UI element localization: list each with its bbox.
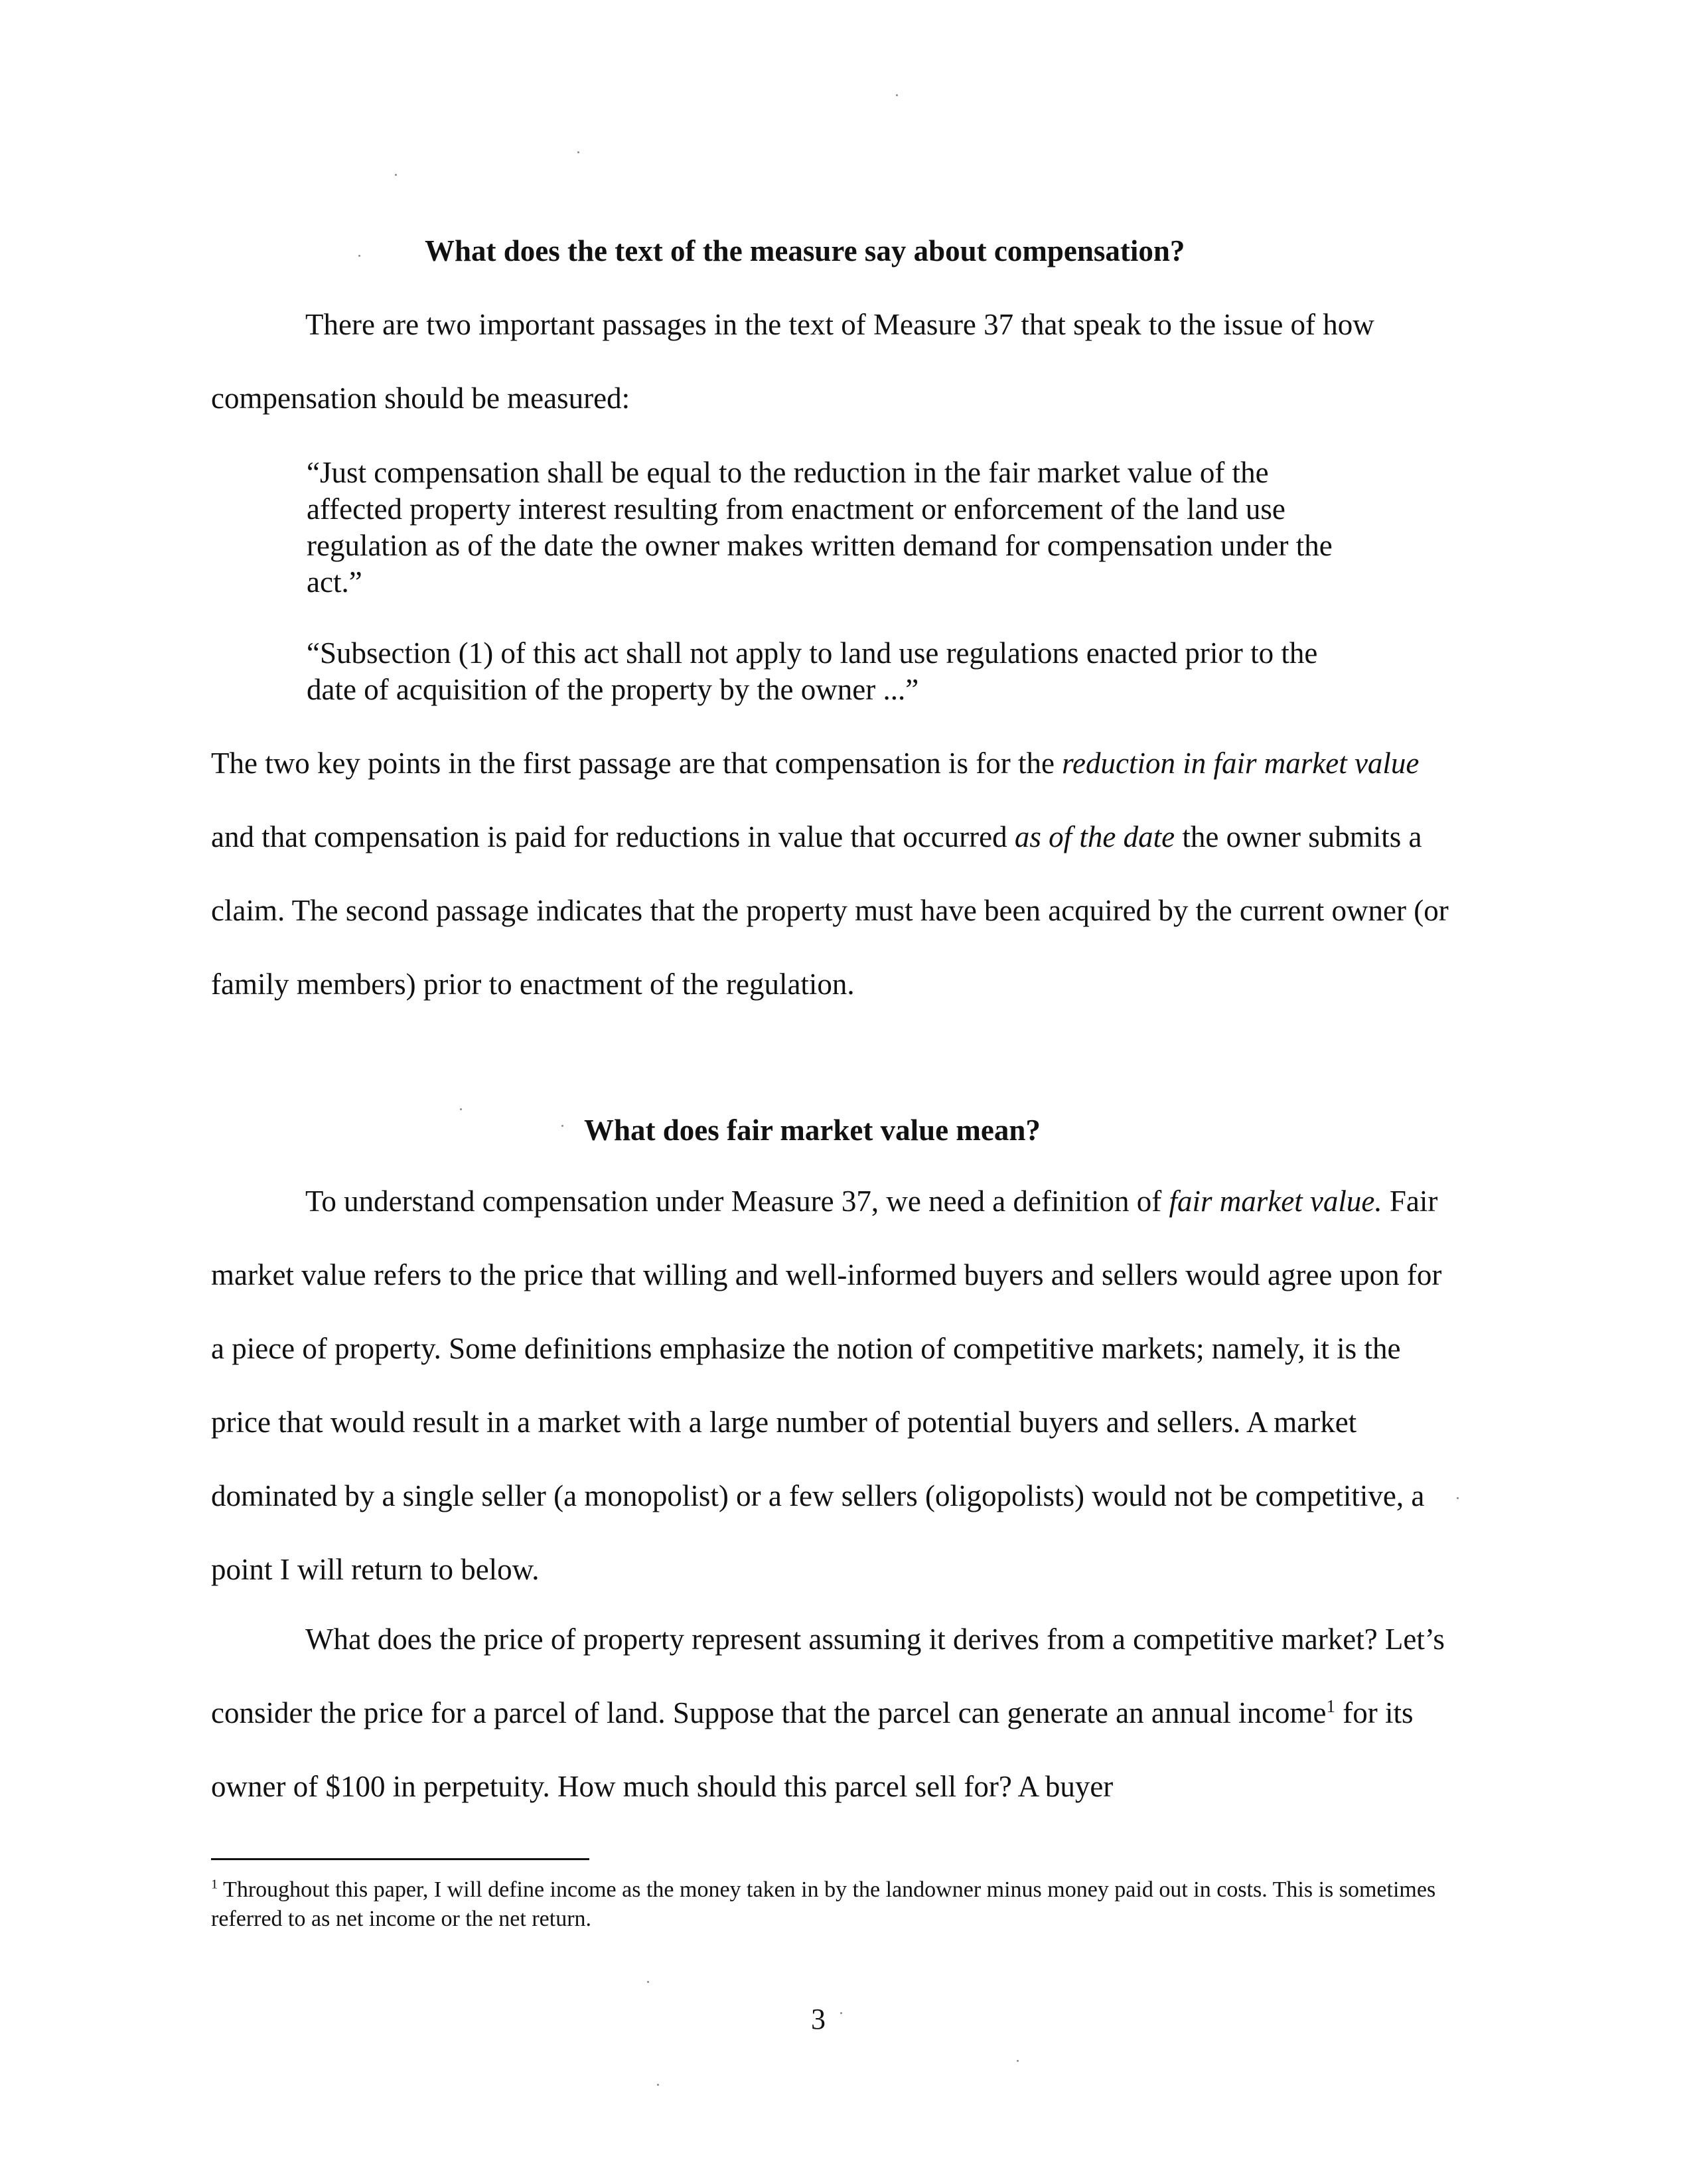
footnote-reference: 1 xyxy=(1326,1696,1335,1716)
scan-speck xyxy=(1017,2060,1019,2062)
footnote-text: Throughout this paper, I will define income as the money taken in by the landowner minus money paid out in costs. This is sometimes referred to as net income or the net return. xyxy=(211,1877,1436,1931)
section-heading-fair-market-value: What does fair market value mean? xyxy=(584,1114,1041,1147)
scan-speck xyxy=(395,174,397,176)
scan-speck xyxy=(460,1108,462,1110)
price-paragraph xyxy=(211,1603,1452,1824)
definition-paragraph xyxy=(211,1165,1452,1607)
text-run: the owner submits a claim. The second passage indicates that the property must have been acquired by the current owner (or family members) prior to enactment of the regulation. xyxy=(211,820,1449,1001)
emphasis-fair-market-value: fair market value. xyxy=(1169,1185,1382,1218)
key-points-paragraph xyxy=(211,727,1452,1021)
scan-speck xyxy=(896,94,898,96)
text-run: What does the price of property represent assuming it derives from a competitive market? Let’s consider the price for a parcel of land. Suppose that the parcel can generate an annual income xyxy=(211,1623,1445,1729)
scan-speck xyxy=(647,1981,649,1983)
footnote xyxy=(211,1875,1445,1934)
page-number: 3 xyxy=(811,2003,826,2035)
scan-speck xyxy=(1457,1497,1459,1499)
text-run: To understand compensation under Measure 37, we need a definition of xyxy=(305,1185,1169,1218)
scan-speck xyxy=(577,151,579,153)
scan-speck xyxy=(358,255,360,257)
scan-speck xyxy=(561,1125,563,1127)
text-run: Fair market value refers to the price that willing and well-informed buyers and sellers would agree upon for a piece of property. Some definitions emphasize the notion of competitive markets; namely, it is the price that would result in a market with a large number of potential buyers and sellers. A market dominated by a single seller (a monopolist) or a few sellers (oligopolists) would not be competitive, a point I will return to below. xyxy=(211,1185,1442,1586)
scan-speck xyxy=(840,2012,842,2014)
emphasis-reduction: reduction in fair market value xyxy=(1062,747,1420,780)
footnote-divider xyxy=(211,1858,589,1860)
footnote-marker: 1 xyxy=(211,1877,218,1892)
quote-block-1: “Just compensation shall be equal to the reduction in the fair market value of the affected property interest resulting from enactment or enforcement of the land use regulation as of the date the owner makes written demand for compensation under the act.” xyxy=(307,456,1333,599)
quote-block-2: “Subsection (1) of this act shall not apply to land use regulations enacted prior to the date of acquisition of the property by the owner ...” xyxy=(307,636,1318,706)
scan-speck xyxy=(657,2084,659,2086)
section-heading-compensation: What does the text of the measure say about compensation? xyxy=(425,234,1185,267)
text-run: The two key points in the first passage are that compensation is for the xyxy=(211,747,1062,780)
text-run: and that compensation is paid for reductions in value that occurred xyxy=(211,820,1015,853)
text-run: for its owner of $100 in perpetuity. How much should this parcel sell for? A buyer xyxy=(211,1696,1414,1803)
intro-paragraph: There are two important passages in the text of Measure 37 that speak to the issue of how compensation should be measured: xyxy=(211,308,1374,415)
emphasis-date: as of the date xyxy=(1014,820,1175,853)
